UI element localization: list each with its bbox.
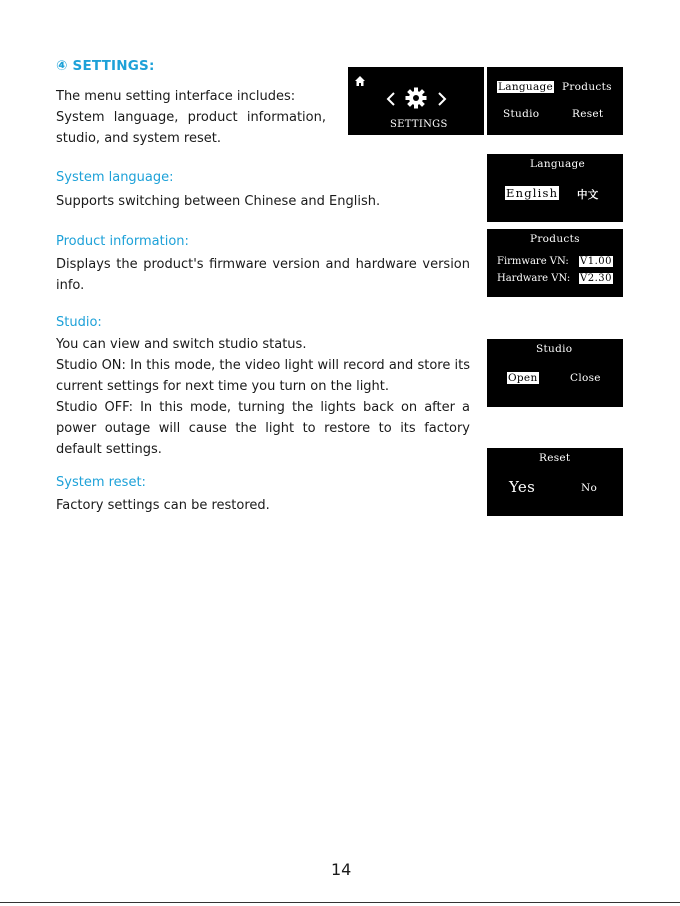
reset-section-title: System reset:	[56, 475, 146, 490]
reset-screen	[487, 448, 623, 516]
products-screen	[487, 229, 623, 297]
firmware-value: V1.00	[580, 256, 612, 267]
circled-number: ④	[56, 58, 68, 74]
intro-paragraph	[56, 86, 326, 149]
menu-item-reset: Reset	[572, 108, 604, 120]
studio-screen	[487, 339, 623, 407]
menu-item-products: Products	[562, 81, 612, 93]
studio-section-body	[56, 334, 470, 460]
home-icon	[354, 72, 366, 84]
firmware-label: Firmware VN:	[497, 256, 569, 267]
menu-screen	[487, 67, 623, 135]
hardware-label: Hardware VN:	[497, 273, 571, 284]
product-section-title: Product information:	[56, 234, 189, 249]
section-title: SETTINGS:	[72, 58, 155, 74]
language-section-body: Supports switching between Chinese and English.	[56, 194, 381, 209]
reset-option-no: No	[581, 482, 598, 494]
chevron-right-icon	[437, 91, 447, 110]
section-heading	[56, 58, 155, 74]
studio-screen-title: Studio	[536, 343, 573, 355]
reset-screen-title: Reset	[539, 452, 571, 464]
menu-item-language: Language	[498, 81, 554, 93]
products-screen-title: Products	[530, 233, 580, 245]
language-screen	[487, 154, 623, 222]
studio-option-open: Open	[508, 372, 538, 384]
menu-item-studio: Studio	[503, 108, 540, 120]
intro-line-3: studio, and system reset.	[56, 131, 221, 146]
chevron-left-icon	[386, 91, 396, 110]
product-body-line-1: Displays the product's firmware version and hardware version	[56, 257, 470, 272]
footer-rule	[0, 902, 680, 903]
page-number: 14	[331, 860, 352, 879]
language-option-english: English	[506, 186, 559, 200]
intro-line-2: System language, product information,	[56, 110, 326, 125]
studio-body-p3: Studio OFF: In this mode, turning the lights back on after a power outage will cause the light to restore to its factory default settings.	[56, 400, 470, 457]
intro-line-1: The menu setting interface includes:	[56, 89, 296, 104]
product-section-body	[56, 254, 470, 296]
studio-section-title: Studio:	[56, 315, 102, 330]
gear-icon	[405, 87, 427, 113]
product-body-line-2: info.	[56, 278, 85, 293]
language-screen-title: Language	[530, 158, 586, 170]
studio-body-p1: You can view and switch studio status.	[56, 337, 307, 352]
reset-section-body: Factory settings can be restored.	[56, 498, 270, 513]
reset-option-yes: Yes	[509, 478, 536, 496]
language-section-title: System language:	[56, 170, 174, 185]
studio-body-p2: Studio ON: In this mode, the video light will record and store its current settings for next time you turn on the light.	[56, 358, 470, 394]
settings-label: SETTINGS	[390, 119, 448, 130]
hardware-value: V2.30	[580, 273, 612, 284]
language-option-chinese: 中文	[577, 189, 599, 201]
settings-screen	[348, 67, 484, 135]
studio-option-close: Close	[570, 372, 601, 384]
